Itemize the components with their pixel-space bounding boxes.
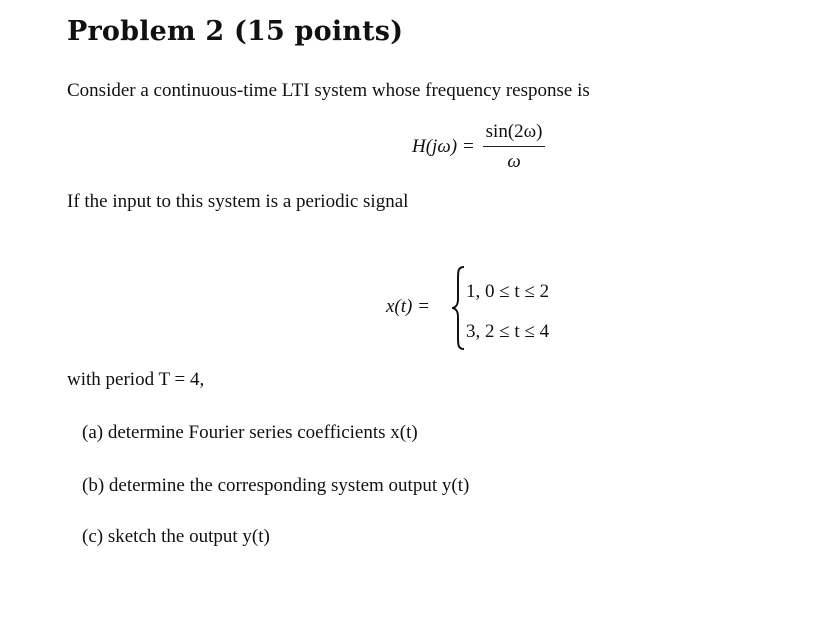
frequency-response-equation (412, 119, 545, 175)
piecewise-signal-equation (386, 263, 606, 353)
part-b-label: (b) (82, 475, 105, 496)
signal-lhs: x(t) = (386, 296, 430, 317)
part-a-text: determine Fourier series coefficients x(t) (107, 422, 418, 443)
period-text: with period T = 4, (67, 369, 205, 390)
intro-text: Consider a continuous-time LTI system whose frequency response is (67, 80, 590, 101)
part-a (82, 422, 418, 444)
signal-case-2: 3, 2 ≤ t ≤ 4 (466, 321, 550, 342)
signal-case-1: 1, 0 ≤ t ≤ 2 (466, 281, 550, 302)
left-brace-icon (452, 265, 466, 351)
part-c-label: (c) (82, 526, 104, 547)
part-c (82, 526, 270, 548)
part-c-text: sketch the output y(t) (107, 526, 270, 547)
input-signal-text: If the input to this system is a periodic signal (67, 191, 409, 212)
fraction-numerator: sin(2ω) (485, 121, 543, 142)
part-a-label: (a) (82, 422, 104, 443)
part-b (82, 475, 469, 497)
part-b-text: determine the corresponding system output y(t) (108, 475, 470, 496)
fraction-denominator: ω (507, 151, 521, 172)
problem-title: Problem 2 (15 points) (67, 16, 404, 47)
frequency-response-fraction (483, 121, 546, 173)
frequency-response-lhs: H(jω) = (412, 136, 475, 157)
